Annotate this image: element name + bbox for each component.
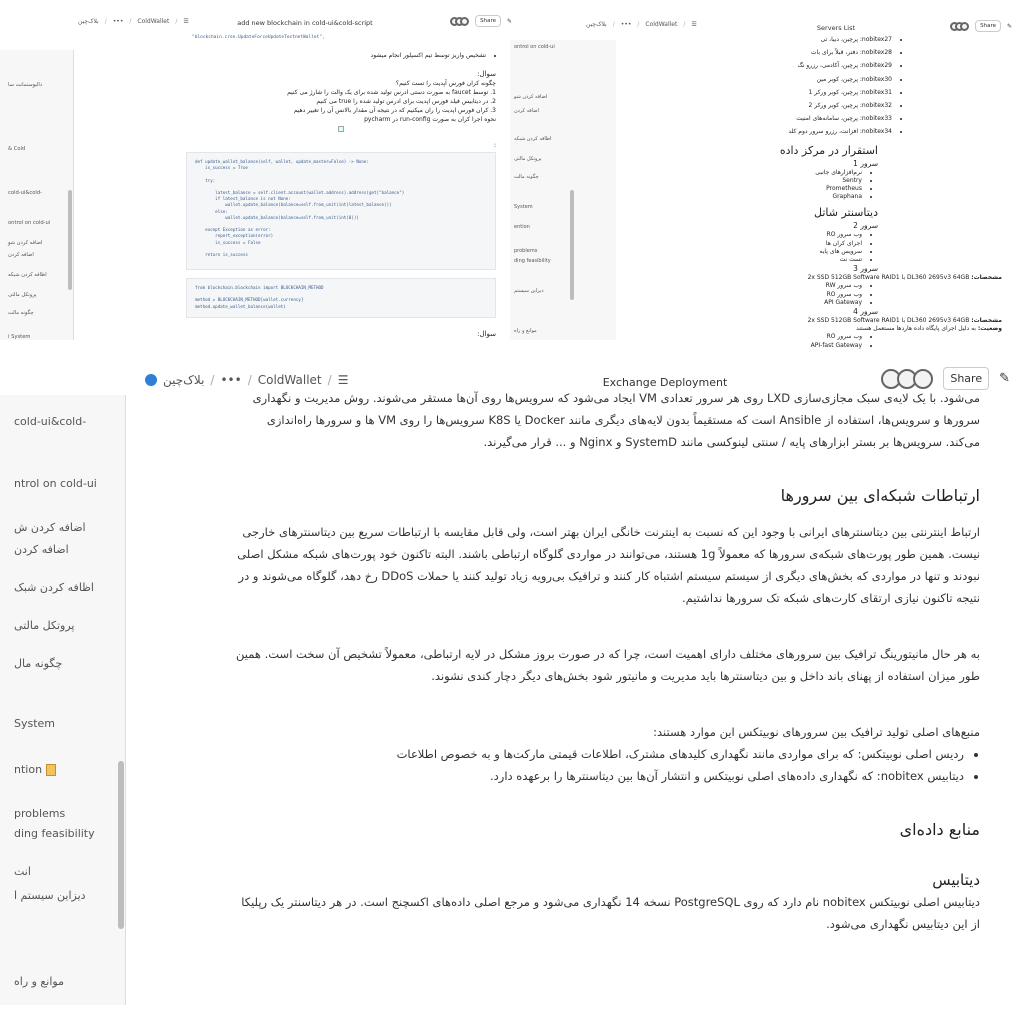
- bullet-list: [232, 743, 980, 787]
- page-title: Exchange Deployment: [602, 376, 728, 389]
- step-item: 3. کران فورس اپدیت را ران میکنیم که در نتیجه آن مقدار بالانس آن را تغییر دهیم: [293, 107, 496, 114]
- sidebar-item[interactable]: cold-ui&cold-: [14, 415, 87, 428]
- spec-label: مشخصات:: [971, 274, 1002, 282]
- breadcrumb-space[interactable]: بلاک‌چین: [586, 21, 607, 28]
- breadcrumb: [145, 373, 348, 387]
- top-left-window: [0, 10, 555, 340]
- breadcrumb-separator: /: [612, 21, 615, 28]
- code-block: from blockchain.blockchain import BLOCKCHAIN_METHOD method = BLOCKCHAIN_METHOD[wallet.currency] method.update_wallet_balance(wallet): [186, 278, 496, 318]
- image-placeholder-icon: [186, 126, 496, 135]
- sidebar-item[interactable]: دیزاین سیستم: [514, 288, 544, 294]
- bullet-list: [582, 282, 872, 307]
- left-sidebar: [0, 50, 74, 340]
- paragraph: می‌شود. با یک لایه‌ی سبک مجازی‌سازی LXD روی هر سرور تعدادی VM ایجاد می‌شود که سرویس‌ها روی آن‌ها مستقر می‌شوند. روش مدیریت و نگهداری سرورها و سرویس‌ها، استفاده از Ansible است که مستقیماً بدون لایه‌های دیگری مانند Docker یا K8S سرویس‌ها را روی VM ها و سرورها راه‌اندازی می‌کند. سرویس‌ها بر بستر ابزارهای پایه / سنتی لینوکسی مانند SystemD و Nginx و ... قرار می‌گیرند.: [252, 391, 980, 449]
- sidebar-item[interactable]: اضافه کردن: [514, 108, 539, 114]
- sidebar-item[interactable]: اضافه کردن شو: [8, 240, 43, 246]
- sidebar-item[interactable]: چگونه مال: [14, 657, 63, 670]
- list-item: • API Gateway: [582, 299, 862, 307]
- status-value: به دلیل اجرای پایگاه داده هاردها مستعمل هستند: [856, 325, 976, 333]
- list-item: • سرویس های پایه: [582, 248, 862, 256]
- avatar: [460, 17, 469, 26]
- sidebar-item[interactable]: موانع و راه: [514, 328, 537, 334]
- sidebar-item[interactable]: System: [14, 717, 56, 730]
- bullet-list: [186, 51, 496, 60]
- bullet-list: [582, 169, 872, 202]
- sidebar-item[interactable]: چگونه مالت: [8, 310, 34, 316]
- share-button[interactable]: Share: [475, 15, 501, 27]
- sidebar-scrollbar[interactable]: [118, 761, 124, 929]
- sidebar-item[interactable]: ntrol on cold-ui: [14, 477, 97, 490]
- list-item: • API-fast Gateway: [582, 342, 862, 350]
- document-body: [582, 30, 1002, 350]
- paragraph: منبع‌های اصلی تولید ترافیک بین سرورهای نوبیتکس این موارد هستند:: [653, 725, 980, 739]
- subsection-heading: سرور 2: [853, 221, 878, 231]
- menu-icon[interactable]: ☰: [183, 18, 189, 25]
- spec-label: مشخصات:: [971, 317, 1002, 325]
- sidebar-item[interactable]: [14, 763, 56, 776]
- paragraph: دیتابیس اصلی نوبیتکس nobitex نام دارد که روی PostgreSQL نسخه 14 نگهداری می‌شود و مرجع اصلی داده‌های اکسچنج است. در هر دیتاسنتر یک رپلیکا از این دیتابیس نگهداری می‌شود.: [241, 895, 980, 931]
- subsection-heading: سرور 3: [853, 264, 878, 274]
- sidebar-item[interactable]: ontrol on cold-ui: [8, 220, 51, 226]
- share-button[interactable]: Share: [943, 367, 989, 390]
- subsection-heading: سرور 4: [853, 307, 878, 317]
- list-item: • nobitex31: پرچین، کوبر ورکر 1: [702, 89, 892, 97]
- sidebar-scrollbar[interactable]: [68, 190, 72, 290]
- left-sidebar: [0, 395, 126, 1005]
- document-emoji-icon: [46, 764, 56, 776]
- paragraph: به هر حال مانیتورینگ ترافیک بین سرورهای مختلف دارای اهمیت است، چرا که در صورت بروز مشکل در لایه ارتباطی، معمولاً تشخیص آن سخت است. همین طور میزان استفاده از پهنای باند داخل و بین دیتاسنترها باید مدیریت و مانیتور شود بخش‌های دیگر دچار کندی نشوند.: [236, 647, 980, 683]
- list-item: • nobitex34: افزانت، رزرو سرور دوم کلد: [702, 128, 892, 136]
- list-item: • وب سرور RO: [582, 291, 862, 299]
- main-window: [0, 355, 1020, 1010]
- spec-line: [582, 274, 1002, 282]
- breadcrumb-separator: /: [104, 18, 107, 25]
- sidebar-item[interactable]: اظافه کردن شبکه: [514, 136, 552, 142]
- sidebar-item[interactable]: اظافه کردن شبک: [14, 581, 94, 594]
- document-body: [232, 387, 980, 935]
- sidebar-item-label: ntion: [14, 763, 43, 776]
- sidebar-item[interactable]: چگونه مالت: [514, 174, 539, 180]
- right-sidebar: [510, 40, 580, 340]
- page-title: add new blockchain in cold-ui&cold-script: [237, 19, 373, 27]
- sidebar-item[interactable]: اظافه کردن شبکه: [8, 272, 47, 278]
- list-item: • وب سرور RW: [582, 282, 862, 290]
- list-item: • nobitex28: دفتر، قبلاً برای بات: [702, 49, 892, 57]
- sidebar-item[interactable]: دالیوستمانت سا: [8, 82, 43, 88]
- sidebar-item[interactable]: ention: [514, 224, 530, 230]
- sidebar-item[interactable]: اضافه کردن ش: [14, 521, 86, 534]
- sidebar-item[interactable]: ding feasibility: [514, 258, 551, 264]
- document-body: [186, 32, 496, 339]
- list-item: • وب سرور RO: [582, 333, 862, 341]
- sidebar-item[interactable]: پروتکل مالتی: [514, 156, 542, 162]
- bullet-list: [582, 333, 872, 349]
- paragraph: چگونه کران فورس آپدیت را تست کنیم؟: [395, 80, 496, 87]
- sidebar-item[interactable]: System: [514, 204, 533, 210]
- edit-pen-icon[interactable]: ✎: [999, 371, 1010, 386]
- sidebar-item[interactable]: problems: [14, 807, 66, 820]
- page-title: Servers List: [816, 24, 856, 32]
- breadcrumb-separator: /: [327, 373, 332, 387]
- section-heading: دیتاسنتر شاتل: [813, 206, 878, 220]
- status-line: [582, 325, 1002, 333]
- breadcrumb-ellipsis[interactable]: •••: [620, 21, 632, 28]
- list-item: • nobitex29: پرچین، آکادمی، رزرو نگ: [702, 62, 892, 70]
- edit-pen-icon[interactable]: ✎: [506, 17, 512, 25]
- sidebar-item[interactable]: ontrol on cold-ui: [514, 44, 555, 50]
- breadcrumb-separator: /: [637, 21, 640, 28]
- list-item: • تشخیص واریز توسط تیم اکسپلور انجام میشود: [186, 51, 486, 60]
- list-item: • Sentry: [582, 177, 862, 185]
- share-button[interactable]: Share: [975, 20, 1001, 32]
- breadcrumb-ellipsis[interactable]: •••: [112, 18, 124, 25]
- breadcrumb: [586, 21, 697, 28]
- avatar: [913, 369, 933, 389]
- sidebar-item[interactable]: پروتکل مالتی: [8, 292, 37, 298]
- breadcrumb-separator: /: [247, 373, 252, 387]
- sidebar-item[interactable]: problems: [514, 248, 538, 254]
- menu-icon[interactable]: ☰: [337, 373, 349, 387]
- sidebar-item[interactable]: اضافه کردن: [8, 252, 34, 258]
- section-heading: ارتباطات شبکه‌ای بین سرورها: [780, 486, 980, 505]
- subsection-heading: دیتابیس: [932, 871, 980, 889]
- avatar-group[interactable]: [454, 17, 469, 26]
- subsection-heading: سرور 1: [853, 158, 878, 168]
- breadcrumb-separator: /: [129, 18, 132, 25]
- breadcrumb-space[interactable]: بلاک‌چین: [163, 373, 205, 387]
- code-snippet: "blockchain.cron.UpdateForceUpdateTestnetWallet",: [192, 35, 325, 40]
- code-block: def update_wallet_balance(self, wallet, update_master=False) -> None: is_success = True try: latest_balance = self.client.account(wallet.address).address(get("balance") if latest_balance is not None: wallet.update_balance(balance=self.from_unit(int(latest_balance))) else: wallet.update_balance(balance=self.from_unit(int(0))) except Exception as error: report_exception(error) is_success = False return is_success: [186, 152, 496, 270]
- bullet-list: [582, 231, 872, 264]
- sidebar-item[interactable]: اضافه کردن: [14, 543, 69, 556]
- sidebar-item[interactable]: انت: [14, 865, 31, 878]
- cloud-icon: [145, 374, 157, 386]
- list-item: • nobitex27: پرچین، دبیا، تی: [702, 36, 892, 44]
- breadcrumb-separator: /: [683, 21, 686, 28]
- section-heading: سوال:: [477, 70, 496, 78]
- sidebar-item[interactable]: ding feasibility: [14, 827, 95, 840]
- breadcrumb-page[interactable]: ColdWallet: [257, 373, 322, 387]
- list-item: • nobitex30: پرچین، کوبر مین: [702, 76, 892, 84]
- section-heading: استقرار در مرکز داده: [779, 143, 878, 157]
- sidebar-item[interactable]: پروتکل مالتی: [14, 619, 75, 632]
- spec-value: DL360 2695v3 64GB با 2x SSD 512GB Software RAID1: [807, 317, 970, 325]
- list-item: • nobitex33: پرچین، سامانه‌های امنیت: [702, 115, 892, 123]
- colon-label: :: [493, 142, 496, 149]
- step-item: 2. در دیتابیس فیلد فورس اپدیت برای ادرس تولید شده را true می کنیم: [316, 98, 496, 105]
- breadcrumb-ellipsis[interactable]: •••: [220, 373, 242, 387]
- sidebar-item[interactable]: & Cold: [8, 146, 26, 152]
- list-item: • وب سرور RO: [582, 231, 862, 239]
- list-item: • Prometheus: [582, 185, 862, 193]
- breadcrumb-space[interactable]: بلاک‌چین: [78, 18, 99, 25]
- avatar-group[interactable]: [885, 369, 933, 389]
- sidebar-item[interactable]: i System: [8, 334, 31, 340]
- step-item: 1. توسط faucet به صورت دستی ادرس تولید شده برای یک والت را شارژ می کنیم: [287, 89, 496, 96]
- section-heading: سوال:: [477, 330, 496, 338]
- breadcrumb-page[interactable]: ColdWallet: [137, 18, 170, 25]
- list-item: • ردیس اصلی نوبیتکس: که برای مواردی مانند نگهداری کلیدهای مشترک، اطلاعات قیمتی مارکت‌ها و به خصوص اطلاعات: [232, 743, 964, 765]
- breadcrumb-separator: /: [210, 373, 215, 387]
- status-label: وضعیت:: [977, 325, 1002, 333]
- edit-pen-icon[interactable]: ✎: [1006, 22, 1012, 30]
- list-item: • تست نت: [582, 256, 862, 264]
- paragraph: ارتباط اینترنتی بین دیتاسنترهای ایرانی با وجود این که نسبت به اینترنت خانگی ایران بهتر است، ولی قابل مقایسه با ارتباطات سریع بین دیتاسنترهای خارجی نیست. همین طور پورت‌های شبکه‌ی سرورها که معمولاً 1g هستند، می‌توانند در مواردی گلوگاه ارتباطی باشند. البته تاکنون خود پورت‌های شبکه مشکل اصلی نبودند و تنها در مواردی که بخش‌های دیگری از سیستم سیستم اشتباه کار کنند و ترافیک بی‌رویه زیاد تولید کنند یا حملات DDoS رخ دهد، گلوگاه می‌شوند و در نتیجه تاکنون نیازی ارتقای کارت‌های شبکه تک سرورها نداشتیم.: [237, 525, 980, 605]
- sidebar-item[interactable]: موانع و راه: [14, 975, 64, 988]
- breadcrumb-page[interactable]: ColdWallet: [645, 21, 678, 28]
- sidebar-scrollbar[interactable]: [570, 190, 574, 300]
- list-item: • دیتابیس nobitex: که نگهداری داده‌های اصلی نوبیتکس و انتشار آن‌ها بین دیتاسنترها را برعهده دارد.: [232, 765, 964, 787]
- breadcrumb: [78, 18, 189, 25]
- top-right-window: [576, 10, 1016, 349]
- menu-icon[interactable]: ☰: [691, 21, 697, 28]
- header-actions: [454, 15, 512, 27]
- list-item: • نرم‌افزارهای جانبی: [582, 169, 862, 177]
- section-heading: منابع داده‌ای: [899, 820, 980, 839]
- sidebar-item[interactable]: cold-ui&cold-: [8, 190, 43, 196]
- spec-value: DL360 2695v3 64GB با 2x SSD 512GB Software RAID1: [807, 274, 970, 282]
- sidebar-item[interactable]: اضافه کردن شو: [514, 94, 548, 100]
- breadcrumb-separator: /: [175, 18, 178, 25]
- list-item: • اجرای کران ها: [582, 240, 862, 248]
- list-item: • nobitex32: پرچین، کوبر ورکر 2: [702, 102, 892, 110]
- step-item: نحوه اجرا کران به صورت run-config در pycharm: [364, 116, 496, 123]
- list-item: • Graphana: [582, 193, 862, 201]
- server-list: [702, 36, 902, 137]
- sidebar-item[interactable]: دیزاین سیستم ا: [14, 889, 86, 902]
